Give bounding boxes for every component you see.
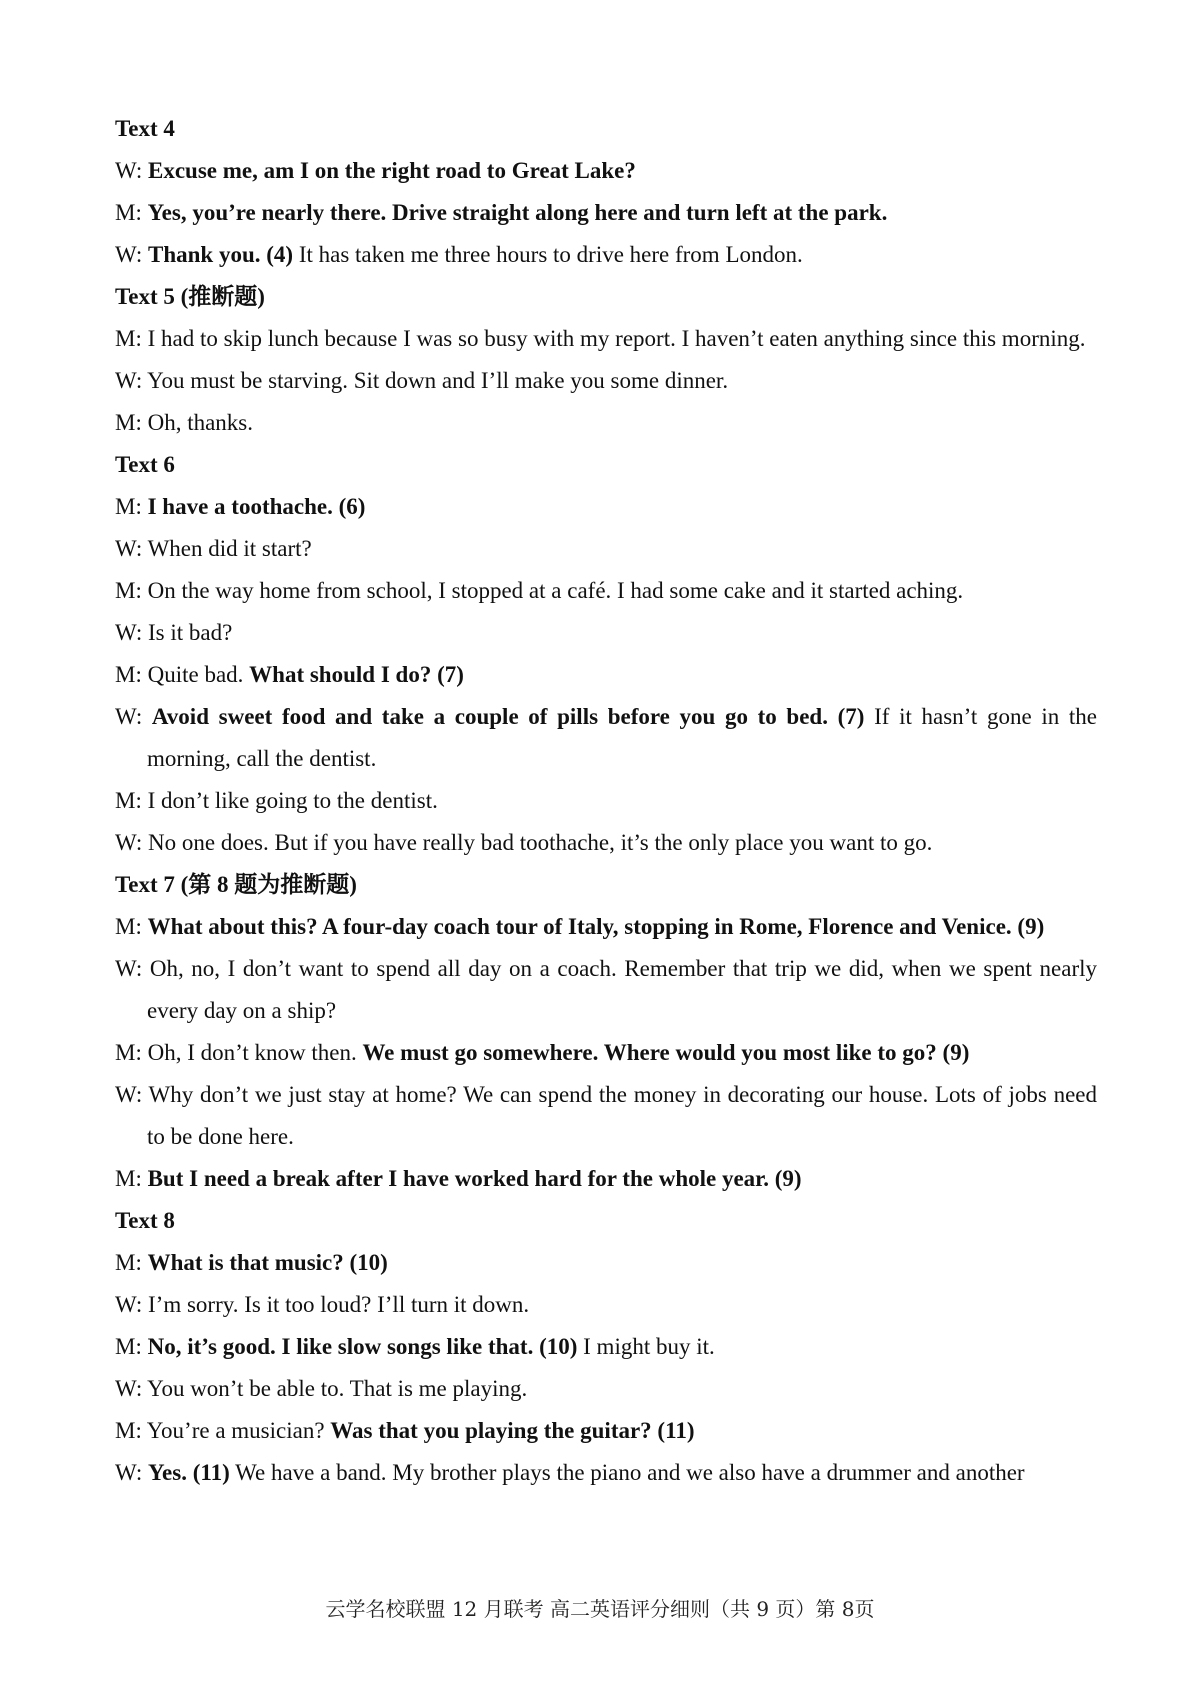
text-run: M: [115,494,148,519]
section-heading: Text 6 [115,452,175,477]
dialogue-line [115,1158,1097,1200]
bold-text: Excuse me, am I on the right road to Great Lake? [148,158,636,183]
text-run: M: Quite bad. [115,662,250,687]
bold-text: What should I do? (7) [249,662,464,687]
text-run: M: You’re a musician? [115,1418,331,1443]
text-run: W: [115,1460,148,1485]
transcript-body [115,108,1097,1494]
dialogue-line [115,1410,1097,1452]
text-run: M: [115,1334,148,1359]
bold-text: I have a toothache. (6) [147,494,366,519]
dialogue-line [115,948,1097,1032]
dialogue-line [115,192,1097,234]
dialogue-line [115,150,1097,192]
text-run: M: [115,914,148,939]
text-run: We have a band. My brother plays the piano and we also have a drummer and another [229,1460,1025,1485]
bold-text: What is that music? (10) [147,1250,388,1275]
text-run: M: On the way home from school, I stopped at a café. I had some cake and it started aching. [115,578,964,603]
text-run: M: Oh, I don’t know then. [115,1040,363,1065]
text-run: W: Oh, no, I don’t want to spend all day on a coach. Remember that trip we did, when we spent nearly every day on a ship? [115,956,1097,1023]
dialogue-line [115,570,1097,612]
dialogue-line [115,906,1097,948]
dialogue-line [115,402,1097,444]
dialogue-line [115,234,1097,276]
section-heading: Text 4 [115,116,175,141]
dialogue-line [115,1326,1097,1368]
text-run: M: [115,1250,148,1275]
text-run: It has taken me three hours to drive here from London. [293,242,803,267]
section-heading: Text 5 (推断题) [115,284,265,309]
text-run: I might buy it. [577,1334,715,1359]
dialogue-line [115,1368,1097,1410]
bold-text: We must go somewhere. Where would you most like to go? (9) [362,1040,970,1065]
dialogue-line [115,780,1097,822]
text-run: W: [115,242,148,267]
dialogue-line [115,1032,1097,1074]
bold-text: No, it’s good. I like slow songs like that. (10) [147,1334,578,1359]
text-run: W: You won’t be able to. That is me playing. [115,1376,528,1401]
dialogue-line [115,822,1097,864]
text-run: W: Why don’t we just stay at home? We can spend the money in decorating our house. Lots of jobs need to be done here. [115,1082,1097,1149]
text-run: W: I’m sorry. Is it too loud? I’ll turn it down. [115,1292,530,1317]
bold-text: Avoid sweet food and take a couple of pills before you go to bed. (7) [151,704,865,729]
bold-text: Thank you. (4) [148,242,294,267]
section-heading: Text 7 (第 8 题为推断题) [115,872,357,897]
dialogue-line [115,1242,1097,1284]
text-run: W: When did it start? [115,536,312,561]
dialogue-line [115,696,1097,780]
text-run: M: I had to skip lunch because I was so busy with my report. I haven’t eaten anything since this morning. [115,326,1086,351]
dialogue-line [115,1284,1097,1326]
text-run: M: Oh, thanks. [115,410,253,435]
bold-text: Was that you playing the guitar? (11) [330,1418,695,1443]
dialogue-line [115,654,1097,696]
text-run: W: [115,158,148,183]
text-run: M: [115,1166,148,1191]
dialogue-line [115,1452,1097,1494]
text-run: If it hasn’t gone in the morning, call the dentist. [147,704,1097,771]
bold-text: But I need a break after I have worked hard for the whole year. (9) [147,1166,802,1191]
bold-text: Yes, you’re nearly there. Drive straight along here and turn left at the park. [147,200,888,225]
dialogue-line [115,1074,1097,1158]
dialogue-line [115,318,1097,360]
text-run: W: You must be starving. Sit down and I’ll make you some dinner. [115,368,729,393]
text-run: W: No one does. But if you have really bad toothache, it’s the only place you want to go. [115,830,933,855]
text-run: M: [115,200,148,225]
dialogue-line [115,528,1097,570]
text-run: W: Is it bad? [115,620,233,645]
dialogue-line [115,360,1097,402]
text-run: W: [115,704,152,729]
dialogue-line [115,486,1097,528]
text-run: M: I don’t like going to the dentist. [115,788,438,813]
bold-text: Yes. (11) [148,1460,230,1485]
page-footer: 云学名校联盟 12 月联考 高二英语评分细则（共 9 页）第 8页 [325,1597,875,1621]
section-heading: Text 8 [115,1208,175,1233]
bold-text: What about this? A four-day coach tour of Italy, stopping in Rome, Florence and Venice. (9) [147,914,1045,939]
dialogue-line [115,612,1097,654]
